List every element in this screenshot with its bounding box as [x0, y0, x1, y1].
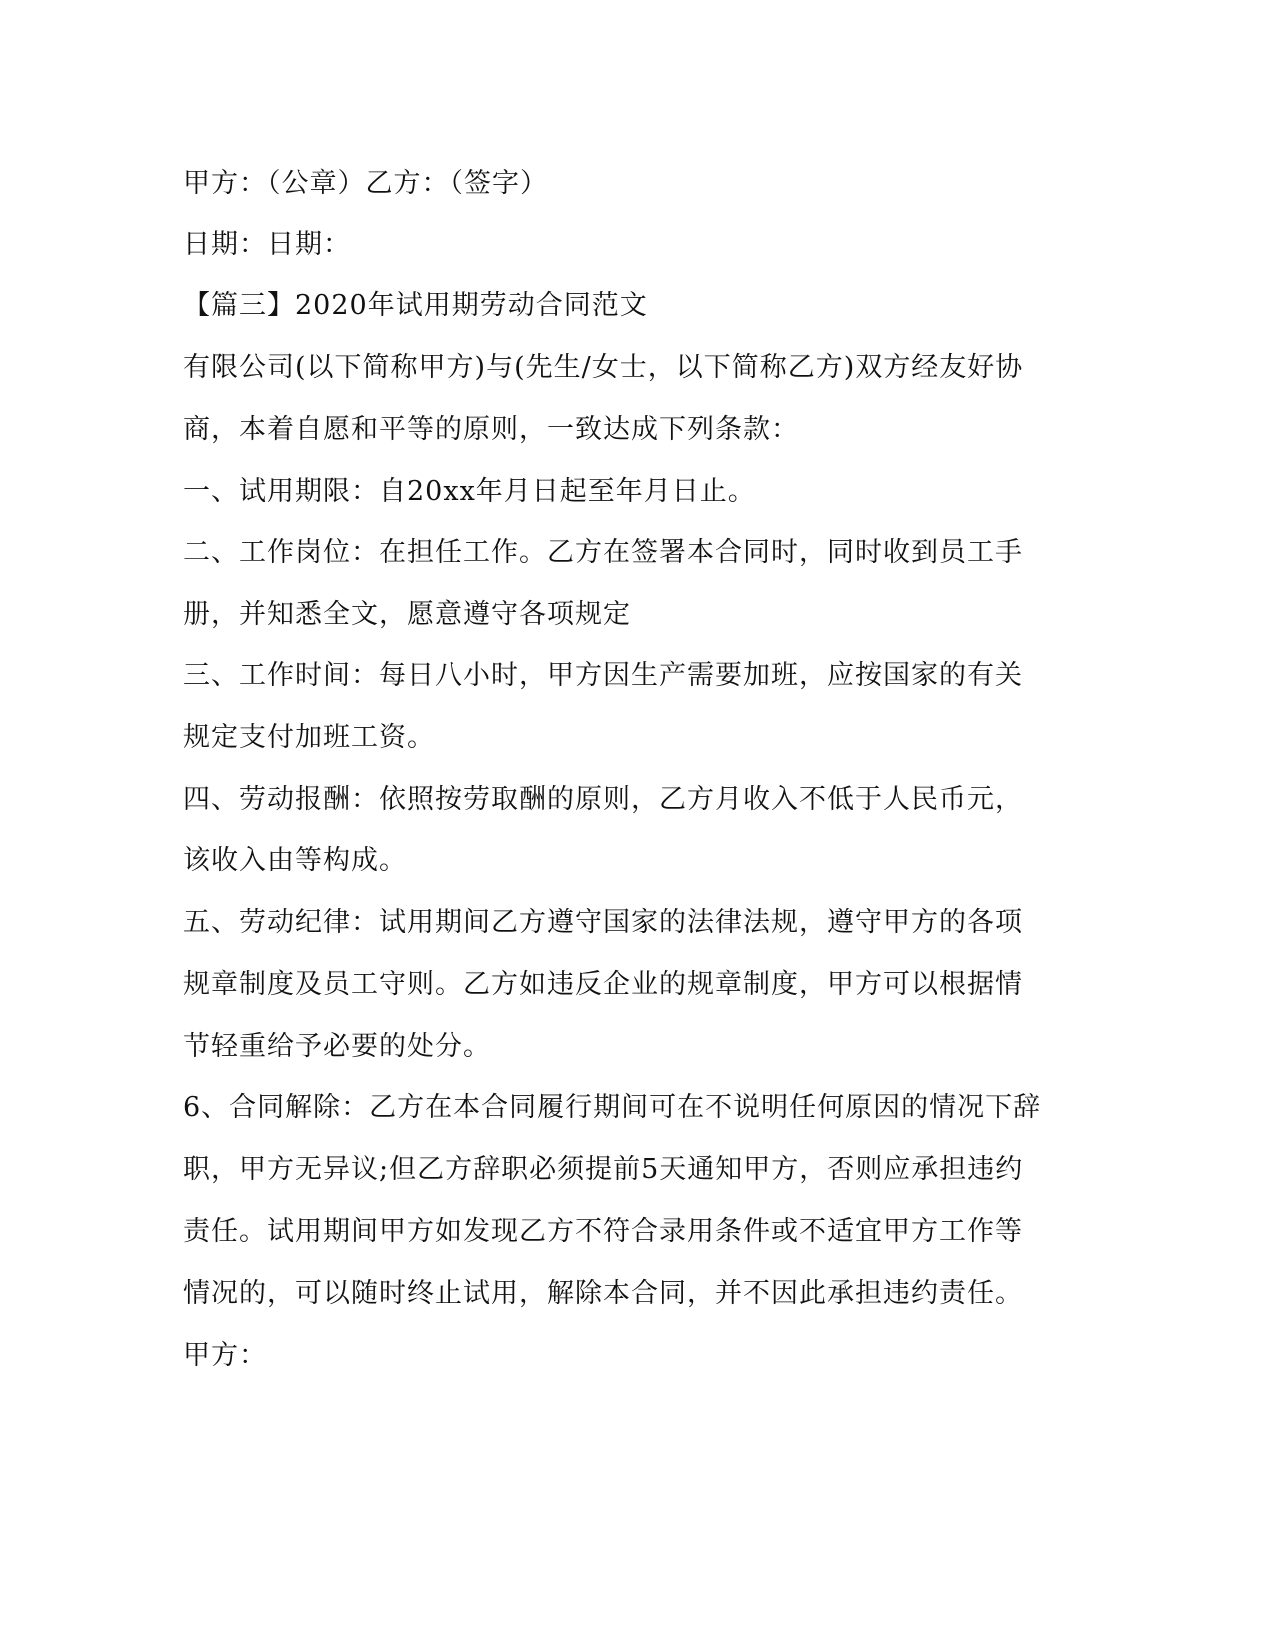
clause-2-line-1: 二、工作岗位：在担任工作。乙方在签署本合同时，同时收到员工手: [183, 537, 1023, 568]
clause-4-line-1: 四、劳动报酬：依照按劳取酬的原则，乙方月收入不低于人民币元，: [183, 784, 1023, 815]
signature-line-party-a: 甲方：: [183, 1340, 267, 1371]
clause-6-line-2: 职，甲方无异议;但乙方辞职必须提前5天通知甲方，否则应承担违约: [183, 1154, 1024, 1185]
clause-4-line-2: 该收入由等构成。: [183, 845, 407, 876]
intro-line-2: 商，本着自愿和平等的原则，一致达成下列条款：: [183, 414, 799, 445]
clause-3-line-1: 三、工作时间：每日八小时，甲方因生产需要加班，应按国家的有关: [183, 660, 1023, 691]
section-title: 【篇三】2020年试用期劳动合同范文: [183, 290, 648, 321]
clause-6-line-4: 情况的，可以随时终止试用，解除本合同，并不因此承担违约责任。: [183, 1278, 1023, 1309]
clause-2-line-2: 册，并知悉全文，愿意遵守各项规定: [183, 599, 631, 630]
clause-6-line-1: 6、合同解除：乙方在本合同履行期间可在不说明任何原因的情况下辞: [183, 1092, 1042, 1123]
clause-5-line-2: 规章制度及员工守则。乙方如违反企业的规章制度，甲方可以根据情: [183, 969, 1023, 1000]
signature-line-parties: 甲方：（公章）乙方：（签字）: [183, 168, 548, 199]
intro-line-1: 有限公司(以下简称甲方)与(先生/女士，以下简称乙方)双方经友好协: [183, 352, 1024, 383]
clause-6-line-3: 责任。试用期间甲方如发现乙方不符合录用条件或不适宜甲方工作等: [183, 1216, 1023, 1247]
clause-5-line-3: 节轻重给予必要的处分。: [183, 1031, 491, 1062]
signature-line-dates: 日期：日期：: [183, 229, 351, 260]
clause-1-line-1: 一、试用期限：自20xx年月日起至年月日止。: [183, 476, 756, 507]
clause-3-line-2: 规定支付加班工资。: [183, 722, 435, 753]
clause-5-line-1: 五、劳动纪律：试用期间乙方遵守国家的法律法规，遵守甲方的各项: [183, 907, 1023, 938]
